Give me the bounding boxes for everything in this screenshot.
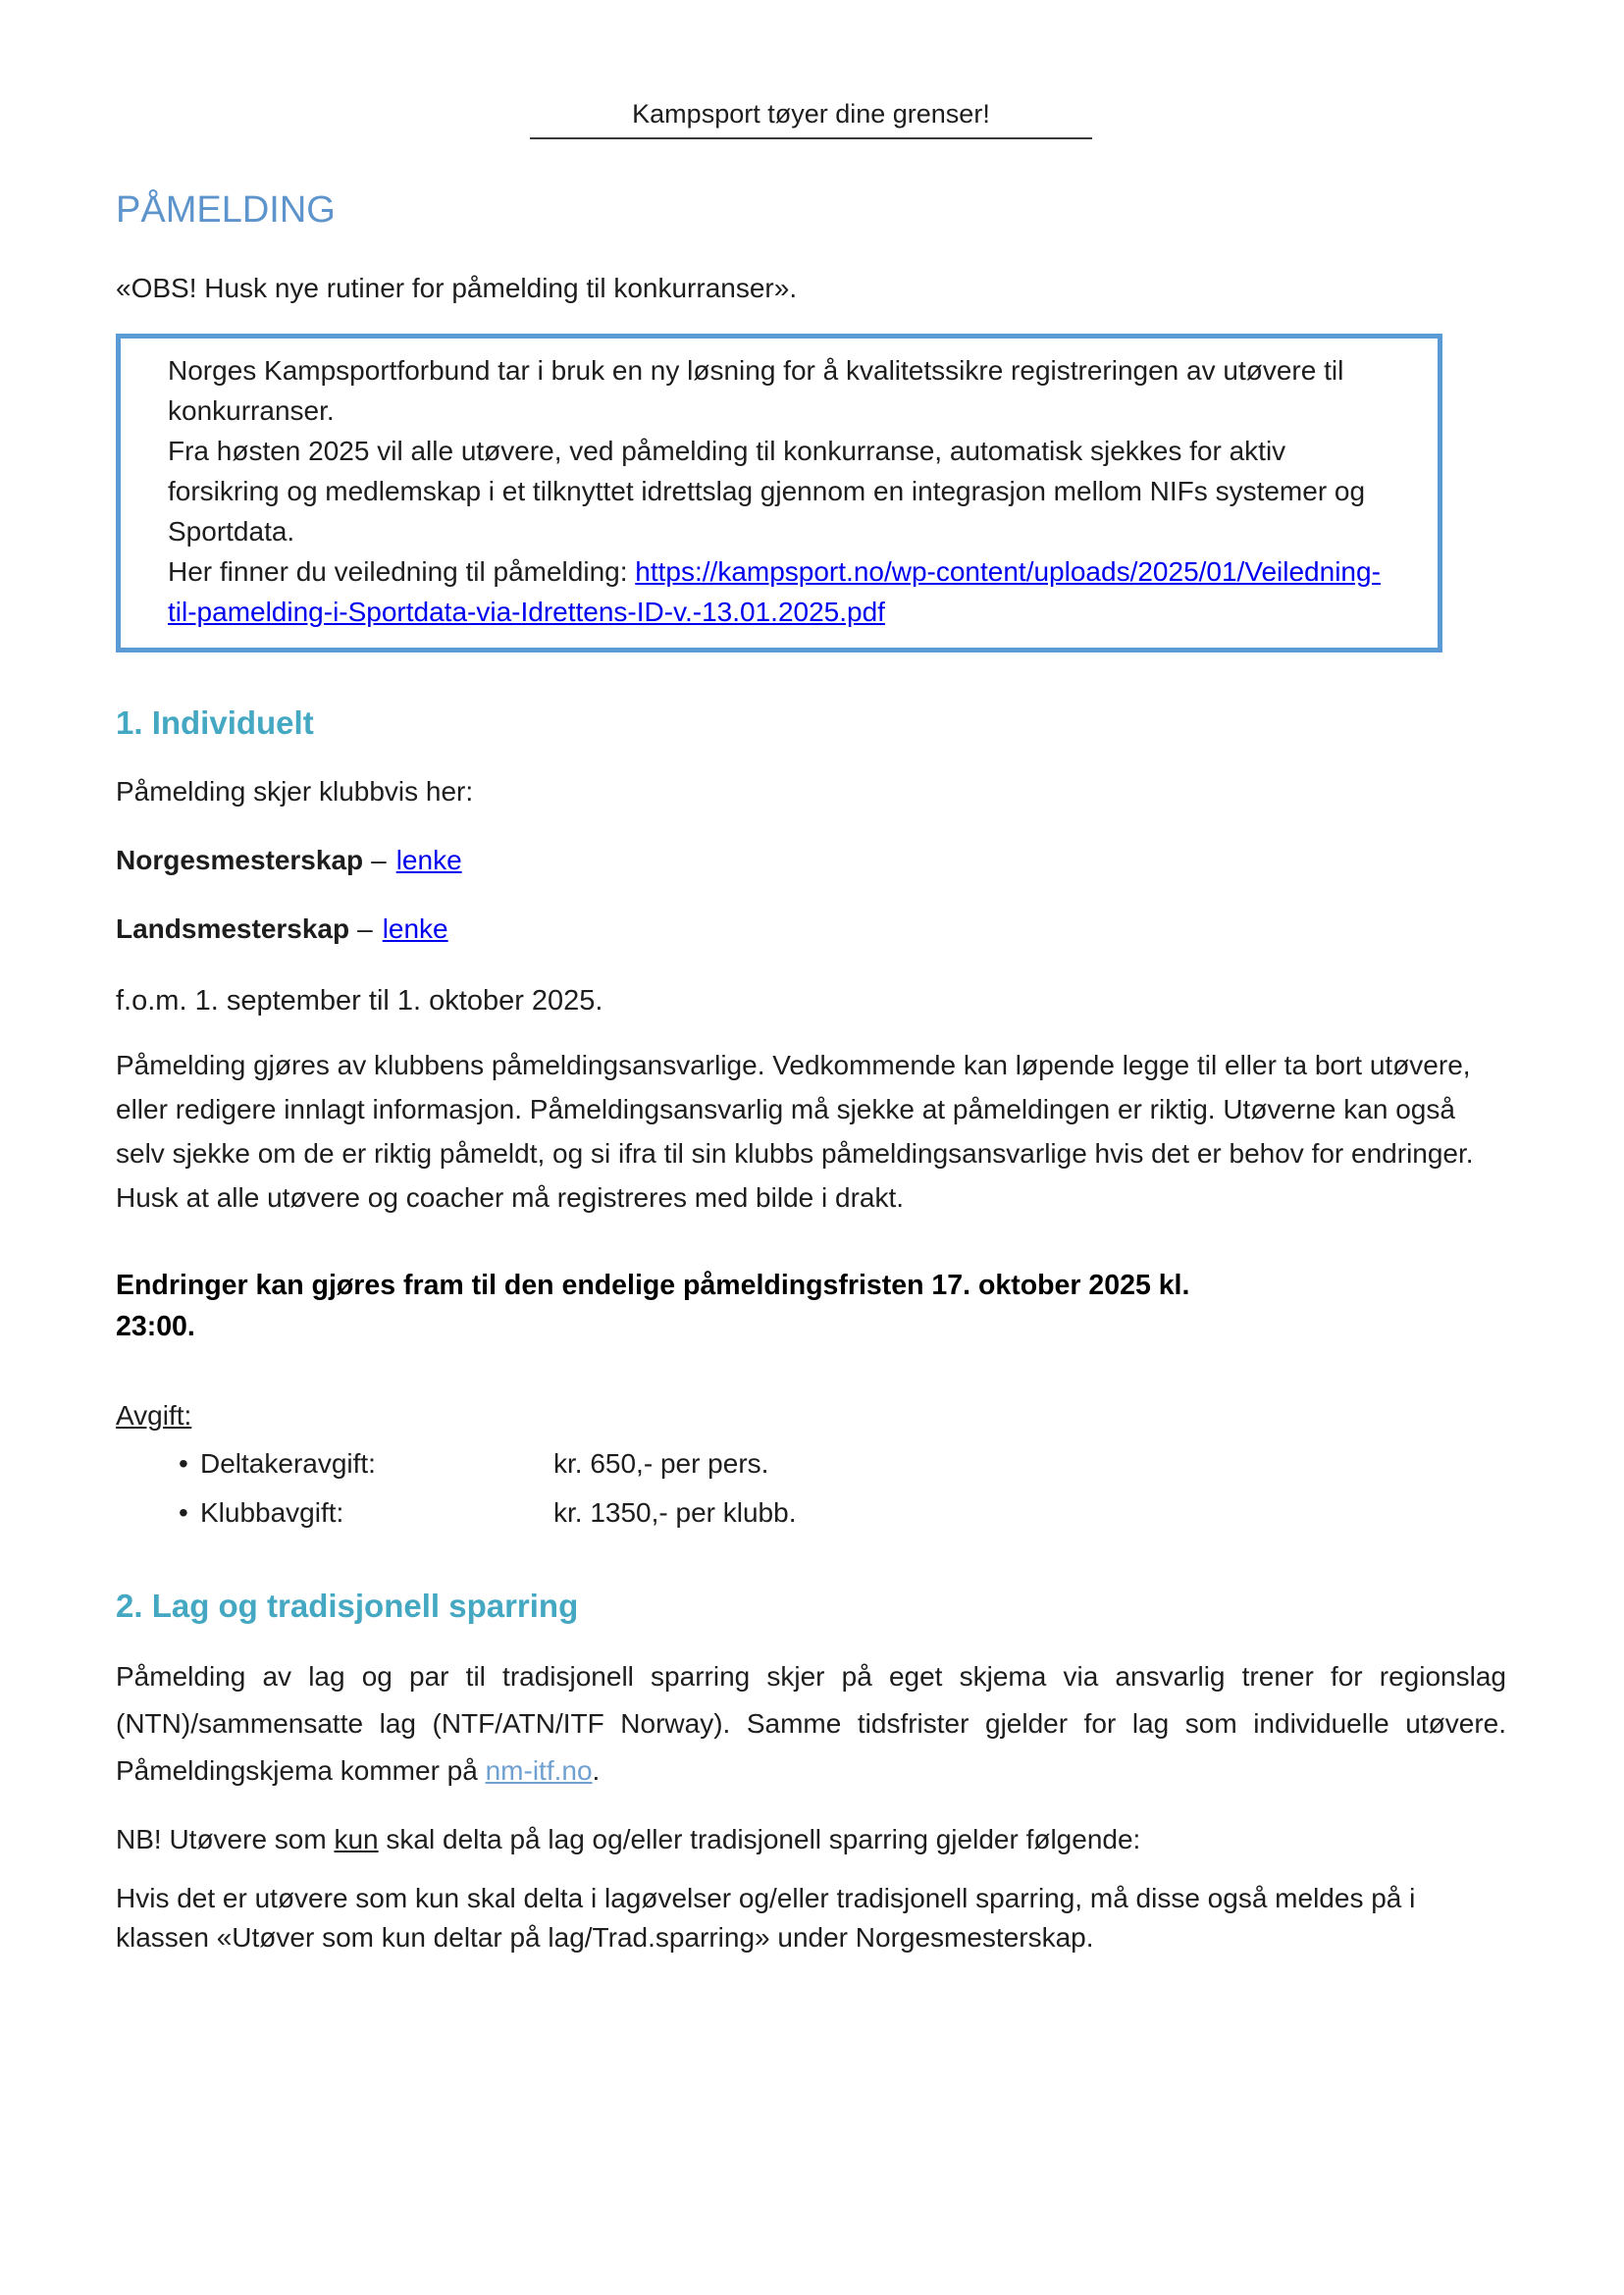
championship-line bbox=[116, 912, 1506, 947]
nb-underlined-word: kun bbox=[334, 1824, 379, 1854]
section-2-paragraph bbox=[116, 1653, 1506, 1795]
championship-label: Norgesmesterskap bbox=[116, 845, 364, 875]
fee-label: Deltakeravgift: bbox=[200, 1448, 376, 1479]
header bbox=[116, 98, 1506, 139]
dash-separator: – bbox=[371, 845, 387, 875]
final-paragraph: Hvis det er utøvere som kun skal delta i lagøvelser og/eller tradisjonell sparring, må disse også meldes på i klassen «Utøver som kun deltar på lag/Trad.sparring» under Norgesmesterskap. bbox=[116, 1883, 1416, 1953]
page-title: PÅMELDING bbox=[116, 189, 336, 231]
deadline-line-2: 23:00. bbox=[116, 1311, 195, 1342]
fee-value: kr. 650,- per pers. bbox=[553, 1448, 769, 1479]
obs-note: «OBS! Husk nye rutiner for påmelding til konkurranser». bbox=[116, 273, 798, 303]
info-box bbox=[116, 334, 1442, 652]
fee-row bbox=[116, 1494, 1506, 1532]
championship-line bbox=[116, 843, 1506, 878]
bullet-icon: • bbox=[179, 1448, 188, 1479]
fee-label: Klubbavgift: bbox=[200, 1497, 344, 1528]
fee-value: kr. 1350,- per klubb. bbox=[553, 1497, 797, 1528]
bullet-icon: • bbox=[179, 1497, 188, 1528]
fee-row bbox=[116, 1445, 1506, 1483]
section-1-heading: 1. Individuelt bbox=[116, 704, 314, 741]
nb-notice bbox=[116, 1820, 1506, 1859]
section-1-intro: Påmelding skjer klubbvis her: bbox=[116, 776, 474, 807]
info-box-paragraph-1: Norges Kampsportforbund tar i bruk en ny løsning for å kvalitetssikre registreringen av utøvere til konkurranser. bbox=[168, 355, 1344, 426]
championship-label: Landsmesterskap bbox=[116, 913, 350, 944]
section-2-text: Påmelding av lag og par til tradisjonell sparring skjer på eget skjema via ansvarlig trener for regionslag (NTN)/sammensatte lag (NTF/ATN/ITF Norway). Samme tidsfrister gjelder for lag som individuelle utøvere. Påmeldingskjema kommer på bbox=[116, 1661, 1506, 1786]
nm-itf-link[interactable]: nm-itf.no bbox=[485, 1755, 593, 1786]
deadline-notice bbox=[116, 1265, 1506, 1347]
info-box-paragraph-2: Fra høsten 2025 vil alle utøvere, ved påmelding til konkurranse, automatisk sjekkes for aktiv forsikring og medlemskap i et tilknyttet idrettslag gjennom en integrasjon mellom NIFs systemer og Sportdata. bbox=[168, 436, 1366, 547]
registration-period: f.o.m. 1. september til 1. oktober 2025. bbox=[116, 985, 603, 1017]
fees-heading: Avgift: bbox=[116, 1400, 192, 1431]
section-1-paragraph: Påmelding gjøres av klubbens påmeldingsansvarlige. Vedkommende kan løpende legge til eller ta bort utøvere, eller redigere innlagt informasjon. Påmeldingsansvarlig må sjekke at påmeldingen er riktig. Utøverne kan også selv sjekke om de er riktig påmeldt, og si ifra til sin klubbs påmeldingsansvarlige hvis det er behov for endringer. Husk at alle utøvere og coacher må registreres med bilde i drakt. bbox=[116, 1050, 1474, 1213]
dash-separator: – bbox=[357, 913, 373, 944]
header-tagline: Kampsport tøyer dine grenser! bbox=[530, 98, 1092, 139]
section-2-heading: 2. Lag og tradisjonell sparring bbox=[116, 1588, 579, 1624]
nb-text-before: NB! Utøvere som bbox=[116, 1824, 335, 1854]
info-box-paragraph-3 bbox=[168, 551, 1390, 632]
guide-pdf-link[interactable]: https://kampsport.no/wp-content/uploads/2025/01/Veiledning-til-pamelding-i-Sportdata-via-Idrettens-ID-v.-13.01.2025.pdf bbox=[168, 556, 1381, 627]
guide-link-intro: Her finner du veiledning til påmelding: bbox=[168, 556, 636, 587]
landsmesterskap-link[interactable]: lenke bbox=[382, 913, 448, 944]
sentence-period: . bbox=[592, 1755, 601, 1786]
nb-text-after: skal delta på lag og/eller tradisjonell sparring gjelder følgende: bbox=[378, 1824, 1141, 1854]
norgesmesterskap-link[interactable]: lenke bbox=[395, 845, 462, 875]
deadline-line-1: Endringer kan gjøres fram til den endelige påmeldingsfristen 17. oktober 2025 kl. bbox=[116, 1270, 1190, 1301]
